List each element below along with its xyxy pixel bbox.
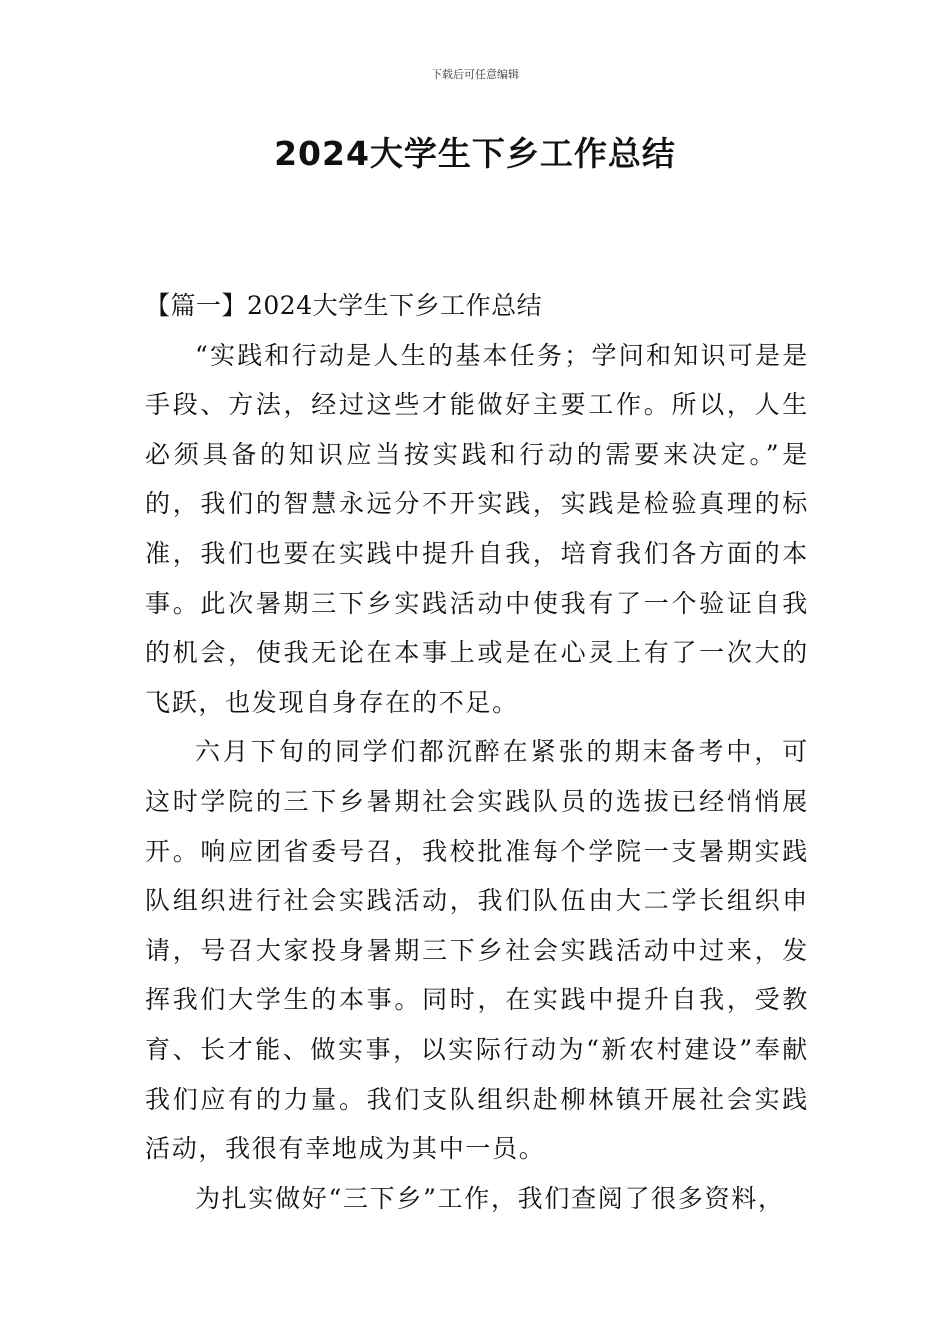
section-heading: 【篇一】2024大学生下乡工作总结 bbox=[145, 291, 543, 320]
paragraph-3: 为扎实做好“三下乡”工作，我们查阅了很多资料， bbox=[195, 1183, 785, 1213]
paragraph-1: “实践和行动是人生的基本任务；学问和知识可是是手段、方法，经过这些才能做好主要工作。所以，人生必须具备的知识应当按实践和行动的需要来决定。”是的，我们的智慧永远分不开实践，实践是检验真理的标准，我们也要在实践中提升自我，培育我们各方面的本事。此次暑期三下乡实践活动中使我有了一个验证自我的机会，使我无论在本事上或是在心灵上有了一次大的飞跃，也发现自身存在的不足。 bbox=[145, 340, 809, 717]
document-body bbox=[145, 281, 809, 1223]
paragraph-2: 六月下旬的同学们都沉醉在紧张的期末备考中，可这时学院的三下乡暑期社会实践队员的选拔已经悄悄展开。响应团省委号召，我校批准每个学院一支暑期实践队组织进行社会实践活动，我们队伍由大二学长组织申请，号召大家投身暑期三下乡社会实践活动中过来，发挥我们大学生的本事。同时，在实践中提升自我，受教育、长才能、做实事，以实际行动为“新农村建设”奉献我们应有的力量。我们支队组织赴柳林镇开展社会实践活动，我很有幸地成为其中一员。 bbox=[145, 737, 809, 1164]
header-note: 下载后可任意编辑 bbox=[431, 68, 519, 81]
document-title: 2024大学生下乡工作总结 bbox=[274, 134, 676, 173]
